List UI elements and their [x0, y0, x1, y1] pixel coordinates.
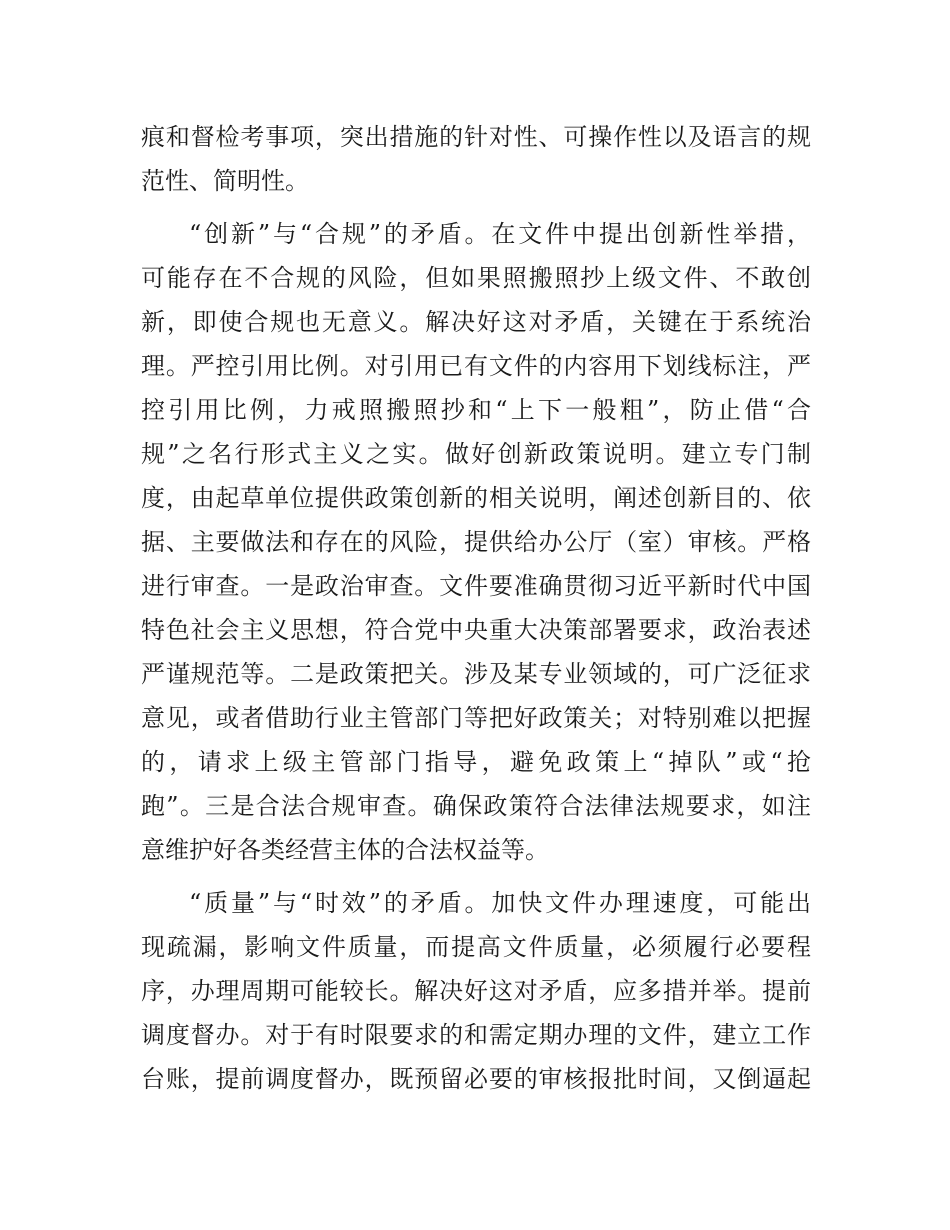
text-line: 台账，提前调度督办，既预留必要的审核报批时间，又倒逼起	[141, 1065, 811, 1093]
text-line: 理。严控引用比例。对引用已有文件的内容用下划线标注，严	[141, 352, 811, 380]
text-line: 跑”。三是合法合规审查。确保政策符合法律法规要求，如注	[141, 792, 811, 820]
text-line: 意维护好各类经营主体的合法权益等。	[141, 836, 549, 864]
text-line: 序，办理周期可能较长。解决好这对矛盾，应多措并举。提前	[141, 977, 811, 1005]
text-line: 控引用比例，力戒照搬照抄和“上下一般粗”，防止借“合	[141, 396, 811, 424]
paragraph-heading-line: “创新”与“合规”的矛盾。在文件中提出创新性举措，	[189, 220, 811, 248]
text-line: 的，请求上级主管部门指导，避免政策上“掉队”或“抢	[141, 748, 811, 776]
text-line: 据、主要做法和存在的风险，提供给办公厅（室）审核。严格	[141, 528, 811, 556]
text-line: 度，由起草单位提供政策创新的相关说明，阐述创新目的、依	[141, 484, 811, 512]
text-line: 现疏漏，影响文件质量，而提高文件质量，必须履行必要程	[141, 933, 811, 961]
text-line: 规”之名行形式主义之实。做好创新政策说明。建立专门制	[141, 440, 811, 468]
text-line: 严谨规范等。二是政策把关。涉及某专业领域的，可广泛征求	[141, 660, 811, 688]
text-line: 可能存在不合规的风险，但如果照搬照抄上级文件、不敢创	[141, 264, 811, 292]
text-line: 特色社会主义思想，符合党中央重大决策部署要求，政治表述	[141, 616, 811, 644]
text-line: 痕和督检考事项，突出措施的针对性、可操作性以及语言的规	[141, 123, 811, 151]
text-line: 进行审查。一是政治审查。文件要准确贯彻习近平新时代中国	[141, 572, 811, 600]
text-line: 调度督办。对于有时限要求的和需定期办理的文件，建立工作	[141, 1021, 811, 1049]
paragraph-heading-line: “质量”与“时效”的矛盾。加快文件办理速度，可能出	[189, 889, 811, 917]
text-line: 意见，或者借助行业主管部门等把好政策关；对特别难以把握	[141, 704, 811, 732]
text-line: 范性、简明性。	[141, 167, 309, 195]
text-line: 新，即使合规也无意义。解决好这对矛盾，关键在于系统治	[141, 308, 811, 336]
